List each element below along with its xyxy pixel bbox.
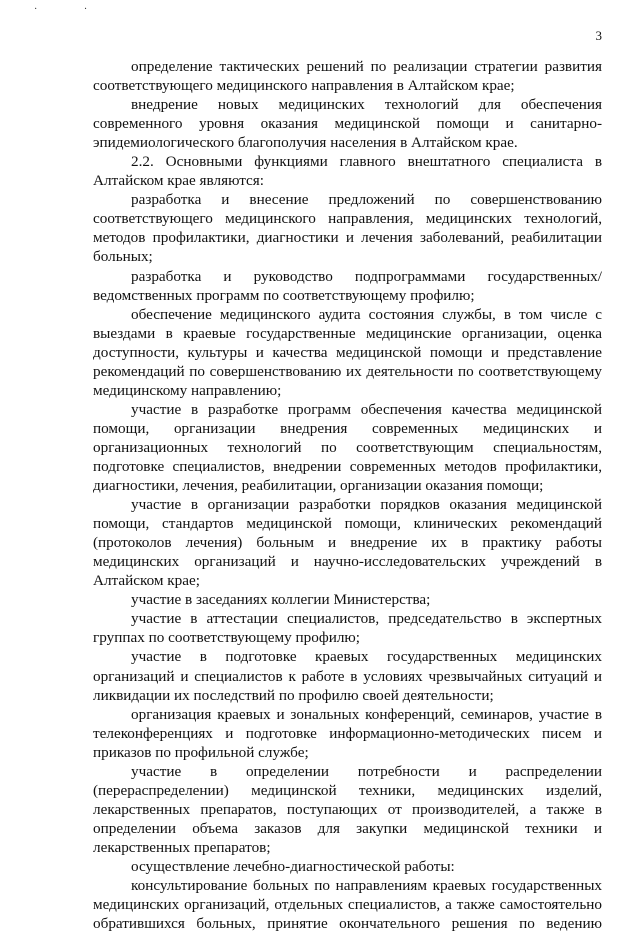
page-number: 3 [595, 28, 602, 43]
paragraph-last: консультирование больных по направлениям краевых государственных медицинских организаций, отдельных специалистов, а также самостоятельно обратившихся больных, принятие окончательного решения по ведению [93, 877, 602, 933]
paragraph: участие в разработке программ обеспечения качества медицинской помощи, организации внедрения современных медицинских и организационных технологий по соответствующим специальностям, подготовке специалистов, внедрении современных методов профилактики, диагностики, лечения, реабилитации, организации оказания помощи; [93, 400, 602, 495]
paragraph: осуществление лечебно-диагностической работы: [131, 857, 455, 875]
paragraph: участие в заседаниях коллегии Министерства; [131, 591, 431, 609]
paragraph: разработка и руководство подпрограммами государственных/ведомственных программ по соответствующему профилю; [93, 267, 602, 304]
paragraph: обеспечение медицинского аудита состояния службы, в том числе с выездами в краевые государственные медицинские организации, оценка доступности, культуры и качества медицинской помощи и представление рекомендаций по совершенствованию их деятельности по соответствующему медицинскому направлению; [93, 305, 602, 399]
paragraph: разработка и внесение предложений по совершенствованию соответствующего медицинского направления, медицинских технологий, методов профилактики, диагностики и лечения заболеваний, реабилитации больных; [93, 191, 602, 266]
document-body [93, 57, 602, 933]
scan-artifact-marks: · · [34, 4, 110, 15]
paragraph: участие в организации разработки порядков оказания медицинской помощи, стандартов медицинской помощи, клинических рекомендаций (протоколов лечения) больным и внедрение их в практику работы медицинских организаций и научно-исследовательских учреждений в Алтайском крае; [93, 496, 602, 590]
paragraph: участие в определении потребности и распределении (перераспределении) медицинской техники, медицинских изделий, лекарственных препаратов, поступающих от производителей, а также в определении объема заказов для закупки медицинской техники и лекарственных препаратов; [93, 762, 602, 856]
paragraph: определение тактических решений по реализации стратегии развития соответствующего медицинского направления в Алтайском крае; [93, 58, 602, 95]
paragraph: участие в подготовке краевых государственных медицинских организаций и специалистов к работе в условиях чрезвычайных ситуаций и ликвидации их последствий по профилю своей деятельности; [93, 648, 602, 704]
paragraph: 2.2. Основными функциями главного внештатного специалиста в Алтайском крае являются: [93, 153, 602, 190]
paragraph: внедрение новых медицинских технологий для обеспечения современного уровня оказания медицинской помощи и санитарно-эпидемиологического благополучия населения в Алтайском крае. [93, 96, 602, 152]
paragraph: участие в аттестации специалистов, председательство в экспертных группах по соответствующему профилю; [93, 610, 602, 647]
paragraph: организация краевых и зональных конференций, семинаров, участие в телеконференциях и подготовке информационно-методических писем и приказов по профильной службе; [93, 705, 602, 761]
